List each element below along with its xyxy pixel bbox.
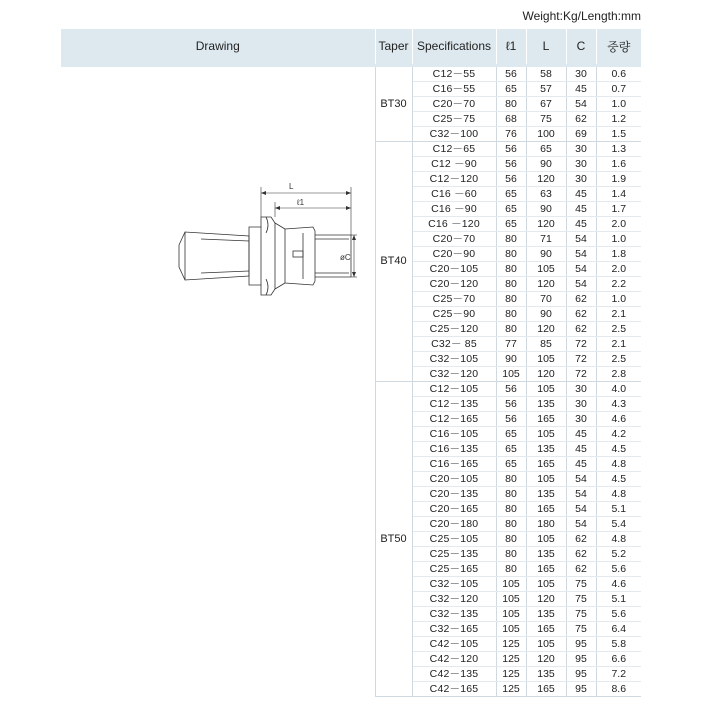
l1-cell: 80 [496,501,526,516]
l1-cell: 105 [496,621,526,636]
l1-cell: 65 [496,81,526,96]
taper-cell: BT50 [375,381,412,696]
weight-cell: 2.0 [596,261,641,276]
l1-cell: 80 [496,531,526,546]
weight-cell: 4.6 [596,411,641,426]
spec-cell: C32－105 [412,576,496,591]
L-cell: 75 [526,111,566,126]
spec-cell: C16－105 [412,426,496,441]
l1-cell: 105 [496,591,526,606]
C-cell: 95 [566,681,596,696]
C-cell: 30 [566,411,596,426]
weight-cell: 1.0 [596,231,641,246]
spec-cell: C12－55 [412,65,496,81]
spec-cell: C25－135 [412,546,496,561]
L-cell: 105 [526,531,566,546]
C-cell: 45 [566,441,596,456]
spec-cell: C32－120 [412,366,496,381]
spec-cell: C16 －60 [412,186,496,201]
C-cell: 54 [566,486,596,501]
l1-cell: 80 [496,471,526,486]
l1-cell: 56 [496,411,526,426]
C-cell: 54 [566,231,596,246]
weight-cell: 8.6 [596,681,641,696]
C-cell: 95 [566,651,596,666]
dim-C-label: øC [340,252,351,262]
weight-cell: 5.4 [596,516,641,531]
L-cell: 105 [526,351,566,366]
L-cell: 63 [526,186,566,201]
l1-cell: 65 [496,201,526,216]
header-l1: ℓ1 [496,29,526,65]
weight-cell: 6.4 [596,621,641,636]
C-cell: 30 [566,156,596,171]
l1-cell: 77 [496,336,526,351]
l1-cell: 125 [496,636,526,651]
L-cell: 135 [526,546,566,561]
C-cell: 62 [566,291,596,306]
spec-cell: C25－105 [412,531,496,546]
L-cell: 105 [526,426,566,441]
taper-cell: BT30 [375,65,412,141]
weight-cell: 1.3 [596,141,641,156]
L-cell: 67 [526,96,566,111]
dim-L-label: L [289,181,294,191]
C-cell: 75 [566,606,596,621]
l1-cell: 125 [496,651,526,666]
spec-cell: C12－105 [412,381,496,396]
C-cell: 54 [566,96,596,111]
weight-cell: 1.9 [596,171,641,186]
L-cell: 165 [526,621,566,636]
L-cell: 105 [526,261,566,276]
spec-cell: C20－165 [412,501,496,516]
weight-cell: 4.8 [596,531,641,546]
L-cell: 165 [526,681,566,696]
header-weight: 중량 [596,29,641,65]
L-cell: 135 [526,441,566,456]
spec-cell: C42－165 [412,681,496,696]
C-cell: 54 [566,246,596,261]
weight-cell: 4.2 [596,426,641,441]
spec-cell: C12－120 [412,171,496,186]
L-cell: 90 [526,306,566,321]
header-specifications: Specifications [412,29,496,65]
weight-cell: 7.2 [596,666,641,681]
l1-cell: 56 [496,65,526,81]
drawing-cell [61,65,375,696]
C-cell: 30 [566,171,596,186]
L-cell: 135 [526,666,566,681]
spec-cell: C16 －90 [412,201,496,216]
C-cell: 75 [566,591,596,606]
C-cell: 69 [566,126,596,141]
C-cell: 54 [566,516,596,531]
spec-cell: C42－135 [412,666,496,681]
C-cell: 95 [566,636,596,651]
table-body [61,65,641,696]
C-cell: 45 [566,186,596,201]
l1-cell: 65 [496,426,526,441]
header-L: L [526,29,566,65]
L-cell: 135 [526,486,566,501]
unit-note: Weight:Kg/Length:mm [522,9,641,23]
spec-cell: C25－75 [412,111,496,126]
l1-cell: 125 [496,681,526,696]
C-cell: 75 [566,576,596,591]
l1-cell: 56 [496,141,526,156]
spec-cell: C32－135 [412,606,496,621]
C-cell: 62 [566,321,596,336]
spec-cell: C32－105 [412,351,496,366]
spec-cell: C42－120 [412,651,496,666]
C-cell: 54 [566,276,596,291]
l1-cell: 80 [496,261,526,276]
C-cell: 72 [566,336,596,351]
l1-cell: 68 [496,111,526,126]
weight-cell: 1.0 [596,291,641,306]
weight-cell: 4.0 [596,381,641,396]
weight-cell: 2.5 [596,351,641,366]
dim-l1-label: ℓ1 [297,197,305,207]
l1-cell: 80 [496,516,526,531]
weight-cell: 5.8 [596,636,641,651]
spec-cell: C20－120 [412,276,496,291]
l1-cell: 105 [496,606,526,621]
L-cell: 71 [526,231,566,246]
table-row [61,65,641,81]
spec-cell: C25－120 [412,321,496,336]
L-cell: 165 [526,561,566,576]
L-cell: 120 [526,171,566,186]
C-cell: 45 [566,201,596,216]
weight-cell: 1.0 [596,96,641,111]
weight-cell: 5.6 [596,606,641,621]
spec-cell: C20－135 [412,486,496,501]
weight-cell: 4.8 [596,486,641,501]
weight-cell: 1.5 [596,126,641,141]
weight-cell: 2.1 [596,306,641,321]
spec-cell: C20－180 [412,516,496,531]
weight-cell: 1.7 [596,201,641,216]
weight-cell: 2.2 [596,276,641,291]
l1-cell: 56 [496,381,526,396]
C-cell: 45 [566,81,596,96]
l1-cell: 65 [496,216,526,231]
spec-cell: C12－165 [412,411,496,426]
spec-cell: C25－165 [412,561,496,576]
L-cell: 85 [526,336,566,351]
spec-cell: C16 －120 [412,216,496,231]
C-cell: 72 [566,366,596,381]
C-cell: 30 [566,396,596,411]
l1-cell: 80 [496,486,526,501]
weight-cell: 5.1 [596,501,641,516]
L-cell: 90 [526,246,566,261]
L-cell: 165 [526,501,566,516]
l1-cell: 56 [496,171,526,186]
l1-cell: 65 [496,441,526,456]
L-cell: 135 [526,396,566,411]
L-cell: 120 [526,321,566,336]
C-cell: 75 [566,621,596,636]
spec-cell: C20－70 [412,96,496,111]
weight-cell: 1.8 [596,246,641,261]
l1-cell: 65 [496,186,526,201]
weight-cell: 0.7 [596,81,641,96]
L-cell: 135 [526,606,566,621]
weight-cell: 2.1 [596,336,641,351]
l1-cell: 125 [496,666,526,681]
L-cell: 65 [526,141,566,156]
weight-cell: 4.3 [596,396,641,411]
C-cell: 62 [566,561,596,576]
weight-cell: 1.4 [596,186,641,201]
L-cell: 58 [526,65,566,81]
C-cell: 30 [566,65,596,81]
spec-cell: C16－55 [412,81,496,96]
C-cell: 72 [566,351,596,366]
header-row [61,29,641,65]
C-cell: 45 [566,426,596,441]
weight-cell: 4.5 [596,471,641,486]
spec-cell: C16－135 [412,441,496,456]
L-cell: 165 [526,411,566,426]
C-cell: 54 [566,471,596,486]
L-cell: 57 [526,81,566,96]
C-cell: 62 [566,546,596,561]
weight-cell: 1.6 [596,156,641,171]
l1-cell: 80 [496,231,526,246]
header-C: C [566,29,596,65]
C-cell: 45 [566,216,596,231]
spec-cell: C20－105 [412,471,496,486]
spec-cell: C25－90 [412,306,496,321]
l1-cell: 65 [496,456,526,471]
L-cell: 120 [526,366,566,381]
C-cell: 62 [566,306,596,321]
C-cell: 62 [566,531,596,546]
l1-cell: 80 [496,546,526,561]
l1-cell: 80 [496,306,526,321]
weight-cell: 0.6 [596,65,641,81]
L-cell: 120 [526,216,566,231]
l1-cell: 80 [496,321,526,336]
L-cell: 120 [526,651,566,666]
l1-cell: 80 [496,561,526,576]
weight-cell: 5.2 [596,546,641,561]
tool-holder-drawing [61,67,375,307]
spec-cell: C32－100 [412,126,496,141]
C-cell: 30 [566,381,596,396]
L-cell: 90 [526,201,566,216]
C-cell: 30 [566,141,596,156]
l1-cell: 76 [496,126,526,141]
L-cell: 120 [526,591,566,606]
l1-cell: 80 [496,246,526,261]
C-cell: 54 [566,261,596,276]
L-cell: 120 [526,276,566,291]
L-cell: 105 [526,636,566,651]
L-cell: 100 [526,126,566,141]
weight-cell: 4.8 [596,456,641,471]
weight-cell: 4.5 [596,441,641,456]
L-cell: 105 [526,576,566,591]
C-cell: 45 [566,456,596,471]
L-cell: 165 [526,456,566,471]
spec-cell: C32－165 [412,621,496,636]
l1-cell: 105 [496,576,526,591]
l1-cell: 80 [496,291,526,306]
C-cell: 54 [566,501,596,516]
spec-cell: C32－120 [412,591,496,606]
l1-cell: 56 [496,156,526,171]
spec-cell: C42－105 [412,636,496,651]
spec-cell: C20－105 [412,261,496,276]
spec-cell: C20－70 [412,231,496,246]
C-cell: 62 [566,111,596,126]
weight-cell: 2.0 [596,216,641,231]
L-cell: 105 [526,471,566,486]
weight-cell: 6.6 [596,651,641,666]
L-cell: 180 [526,516,566,531]
spec-cell: C16－165 [412,456,496,471]
weight-cell: 4.6 [596,576,641,591]
weight-cell: 2.8 [596,366,641,381]
l1-cell: 80 [496,96,526,111]
spec-cell: C25－70 [412,291,496,306]
spec-cell: C12 －90 [412,156,496,171]
L-cell: 90 [526,156,566,171]
l1-cell: 90 [496,351,526,366]
weight-cell: 5.6 [596,561,641,576]
L-cell: 105 [526,381,566,396]
spec-cell: C32－ 85 [412,336,496,351]
l1-cell: 105 [496,366,526,381]
spec-cell: C20－90 [412,246,496,261]
taper-cell: BT40 [375,141,412,381]
weight-cell: 2.5 [596,321,641,336]
weight-cell: 1.2 [596,111,641,126]
L-cell: 70 [526,291,566,306]
C-cell: 95 [566,666,596,681]
weight-cell: 5.1 [596,591,641,606]
l1-cell: 80 [496,276,526,291]
header-drawing: Drawing [61,29,375,65]
header-taper: Taper [375,29,412,65]
spec-table [61,29,641,697]
spec-cell: C12－135 [412,396,496,411]
l1-cell: 56 [496,396,526,411]
spec-cell: C12－65 [412,141,496,156]
